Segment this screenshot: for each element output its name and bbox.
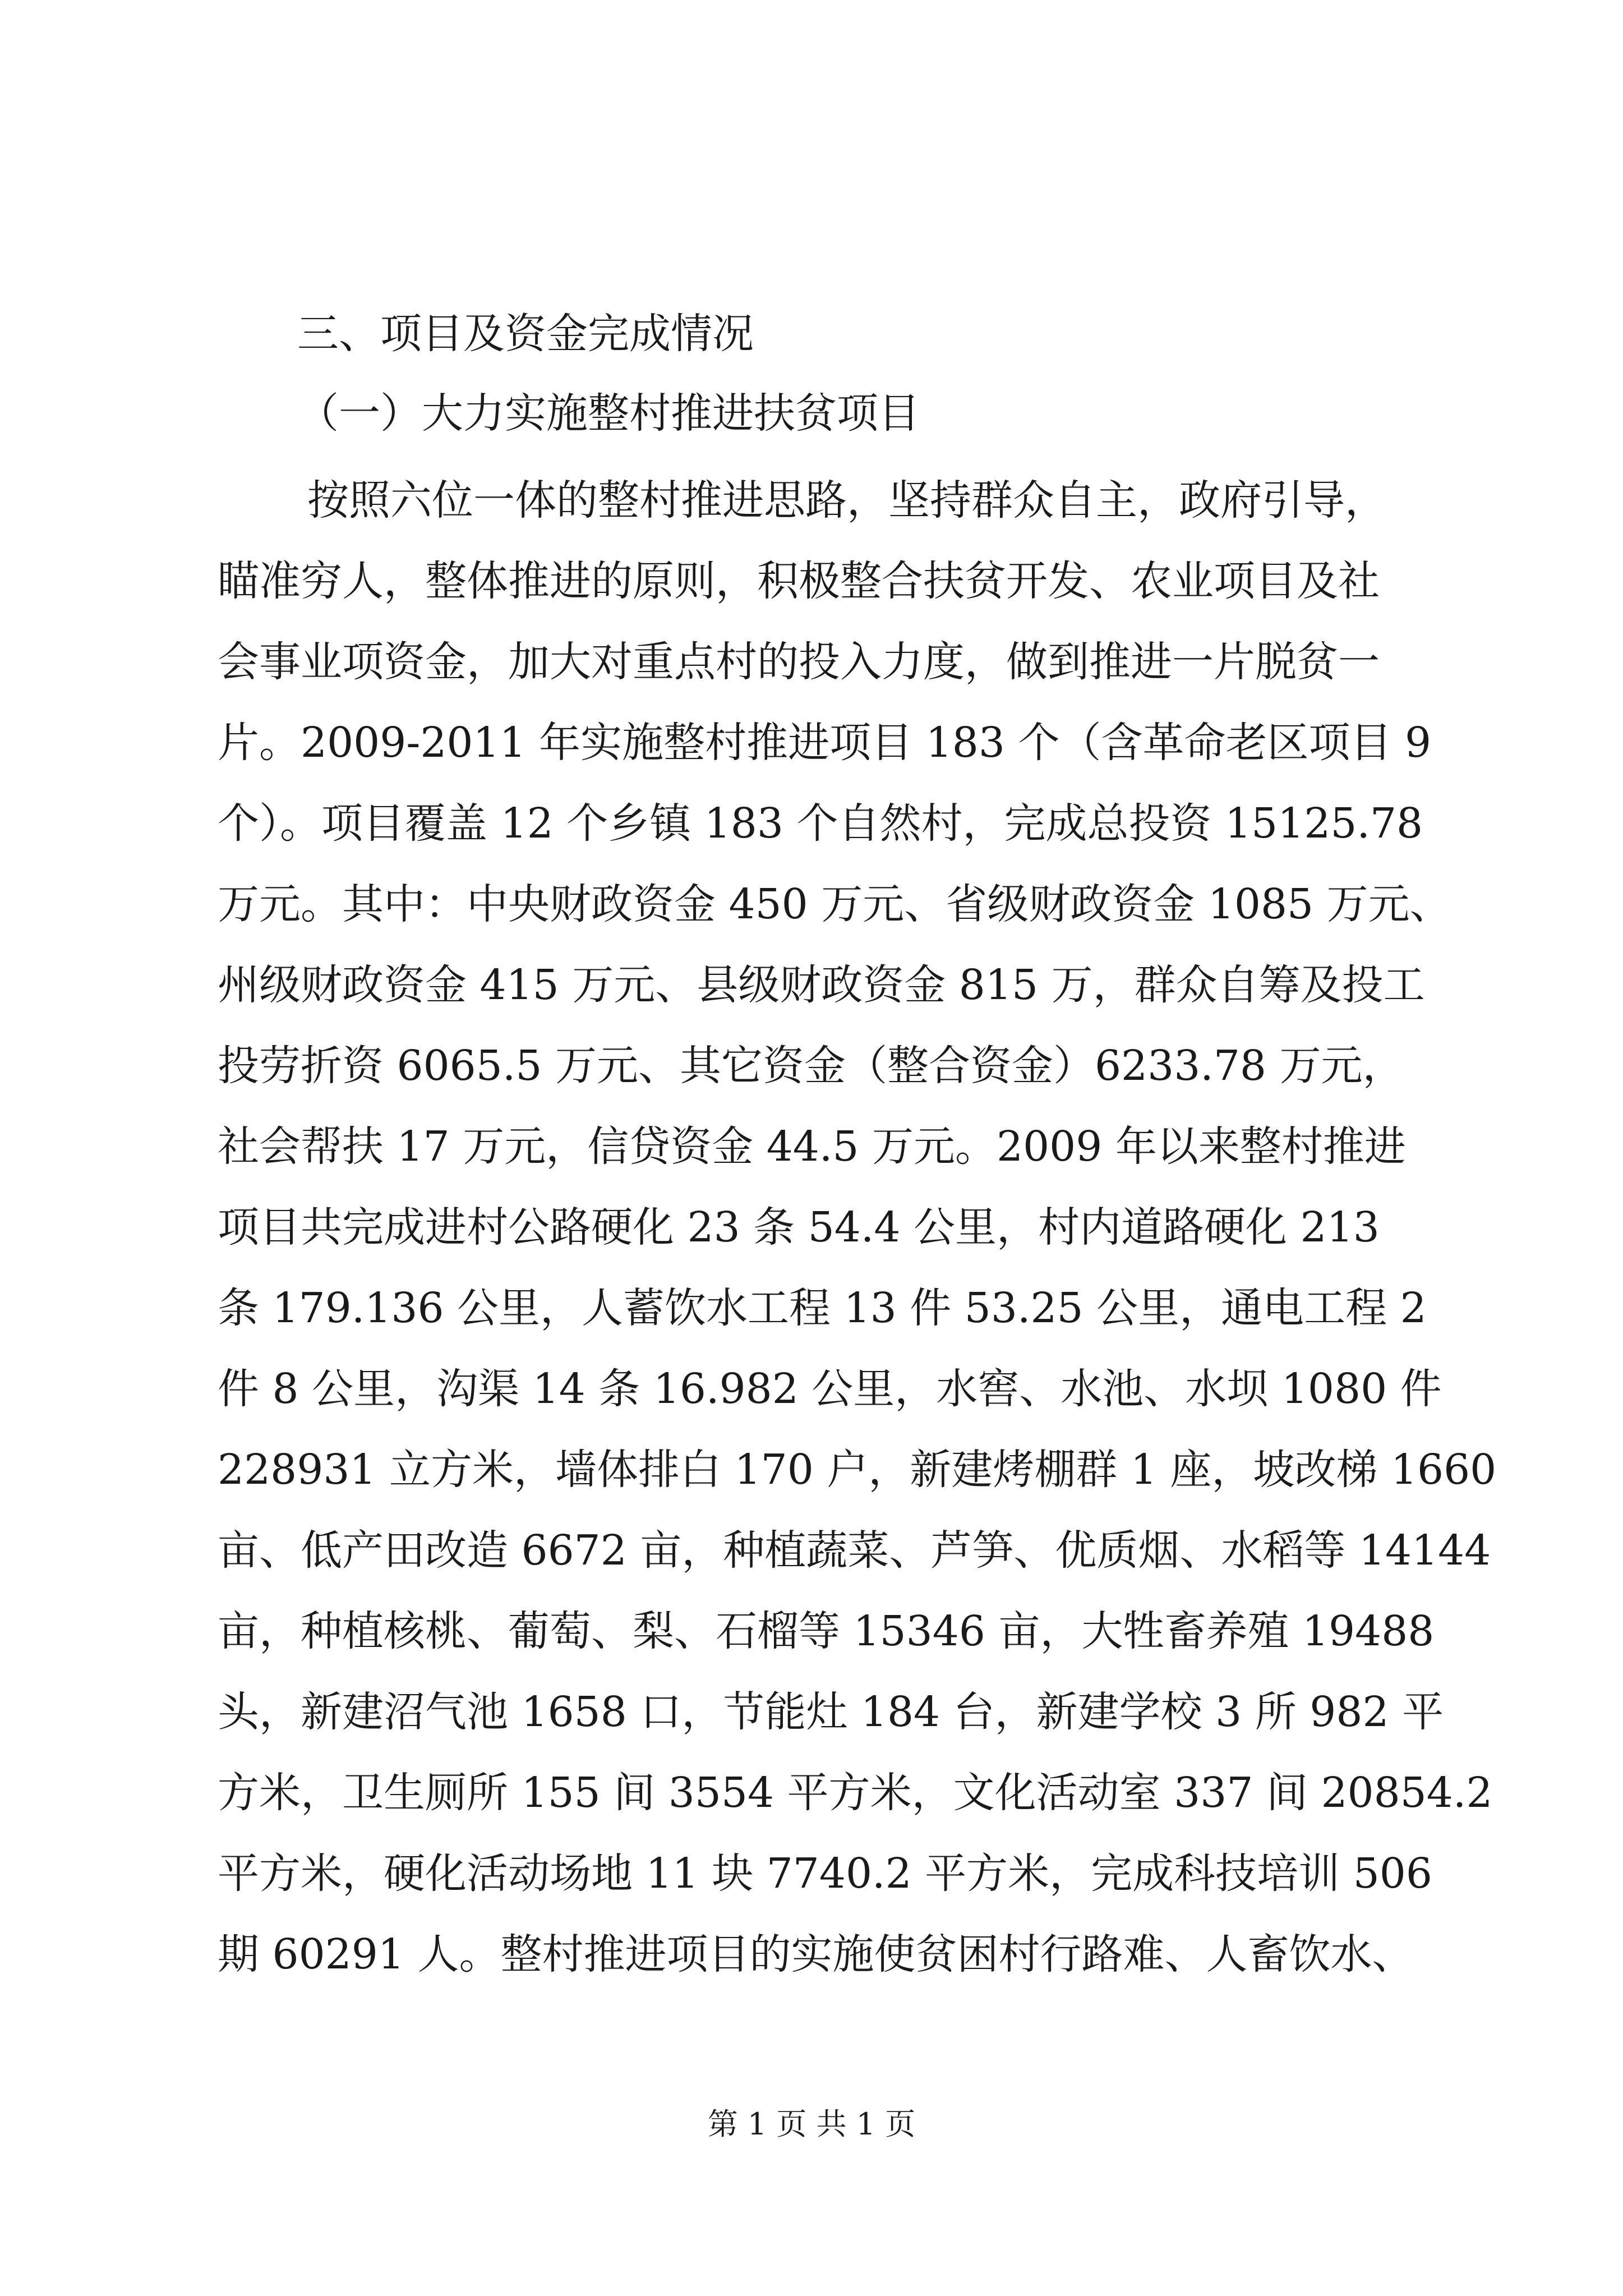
paragraph-line: 个）。项目覆盖 12 个乡镇 183 个自然村，完成总投资 15125.78 — [218, 799, 1423, 848]
paragraph-line: 片。2009-2011 年实施整村推进项目 183 个（含革命老区项目 9 — [218, 719, 1432, 767]
page-footer: 第 1 页 共 1 页 — [707, 2106, 916, 2142]
paragraph-line: 项目共完成进村公路硬化 23 条 54.4 公里，村内道路硬化 213 — [218, 1203, 1380, 1251]
paragraph-line: 亩，种植核桃、葡萄、梨、石榴等 15346 亩，大牲畜养殖 19488 — [218, 1607, 1435, 1655]
section-title: 三、项目及资金完成情况 — [297, 310, 754, 358]
paragraph-line: 期 60291 人。整村推进项目的实施使贫困村行路难、人畜饮水、 — [218, 1930, 1414, 1978]
paragraph-line: 万元。其中：中央财政资金 450 万元、省级财政资金 1085 万元、 — [218, 880, 1451, 928]
paragraph-line: 方米，卫生厕所 155 间 3554 平方米，文化活动室 337 间 20854.2 — [218, 1769, 1493, 1817]
paragraph-line: 件 8 公里，沟渠 14 条 16.982 公里，水窖、水池、水坝 1080 件 — [218, 1365, 1442, 1413]
body-paragraph — [218, 460, 1497, 1995]
subsection-title: （一）大力实施整村推进扶贫项目 — [297, 389, 920, 438]
paragraph-line: 亩、低产田改造 6672 亩，种植蔬菜、芦笋、优质烟、水稻等 14144 — [218, 1526, 1491, 1575]
paragraph-line: 按照六位一体的整村推进思路，坚持群众自主，政府引导， — [307, 476, 1386, 524]
paragraph-line: 州级财政资金 415 万元、县级财政资金 815 万，群众自筹及投工 — [218, 961, 1425, 1009]
paragraph-line: 会事业项资金，加大对重点村的投入力度，做到推进一片脱贫一 — [218, 638, 1380, 686]
paragraph-line: 228931 立方米，墙体排白 170 户，新建烤棚群 1 座，坡改梯 1660 — [218, 1446, 1497, 1494]
paragraph-line: 投劳折资 6065.5 万元、其它资金（整合资金）6233.78 万元， — [218, 1042, 1404, 1090]
paragraph-line: 条 179.136 公里，人蓄饮水工程 13 件 53.25 公里，通电工程 2 — [218, 1284, 1427, 1332]
paragraph-line: 头，新建沼气池 1658 口，节能灶 184 台，新建学校 3 所 982 平 — [218, 1688, 1444, 1736]
paragraph-line: 瞄准穷人，整体推进的原则，积极整合扶贫开发、农业项目及社 — [218, 557, 1380, 605]
paragraph-line: 社会帮扶 17 万元，信贷资金 44.5 万元。2009 年以来整村推进 — [218, 1122, 1406, 1171]
paragraph-line: 平方米，硬化活动场地 11 块 7740.2 平方米，完成科技培训 506 — [218, 1849, 1432, 1898]
